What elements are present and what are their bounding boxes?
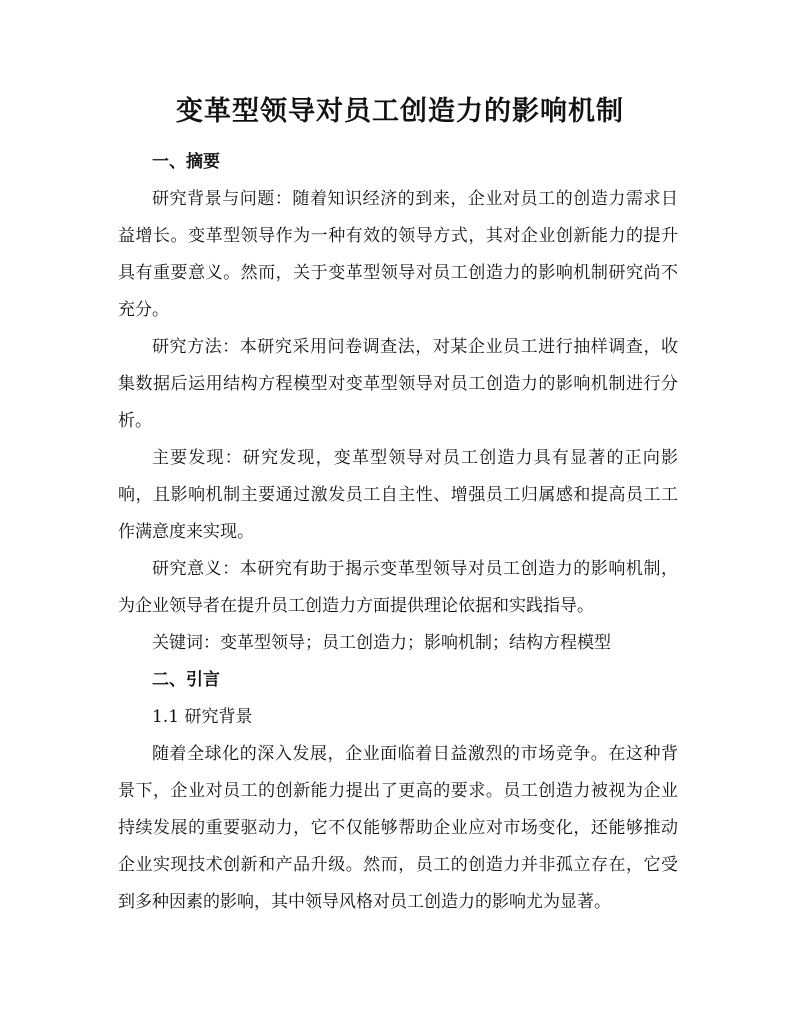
keywords-line: 关键词：变革型领导；员工创造力；影响机制；结构方程模型 (152, 633, 611, 653)
abstract-findings-paragraph: 主要发现：研究发现，变革型领导对员工创造力具有显著的正向影响，且影响机制主要通过激发员工自主性、增强员工归属感和提高员工工作满意度来实现。 (118, 448, 678, 542)
document-body (118, 144, 678, 921)
introduction-paragraph: 随着全球化的深入发展，企业面临着日益激烈的市场竞争。在这种背景下，企业对员工的创新能力提出了更高的要求。员工创造力被视为企业持续发展的重要驱动力，它不仅能够帮助企业应对市场变化，还能够推动企业实现技术创新和产品升级。然而，员工的创造力并非孤立存在，它受到多种因素的影响，其中领导风格对员工创造力的影响尤为显著。 (118, 744, 678, 912)
abstract-background-paragraph: 研究背景与问题：随着知识经济的到来，企业对员工的创造力需求日益增长。变革型领导作为一种有效的领导方式，其对企业创新能力的提升具有重要意义。然而，关于变革型领导对员工创造力的影响机制研究尚不充分。 (118, 189, 678, 320)
abstract-method-paragraph: 研究方法：本研究采用问卷调查法，对某企业员工进行抽样调查，收集数据后运用结构方程模型对变革型领导对员工创造力的影响机制进行分析。 (118, 337, 678, 431)
document-title: 变革型领导对员工创造力的影响机制 (176, 96, 624, 127)
abstract-significance-paragraph: 研究意义：本研究有助于揭示变革型领导对员工创造力的影响机制，为企业领导者在提升员工创造力方面提供理论依据和实践指导。 (118, 559, 678, 616)
abstract-heading: 一、摘要 (152, 152, 220, 172)
research-background-subheading: 1.1 研究背景 (152, 707, 253, 727)
introduction-heading: 二、引言 (152, 670, 220, 690)
